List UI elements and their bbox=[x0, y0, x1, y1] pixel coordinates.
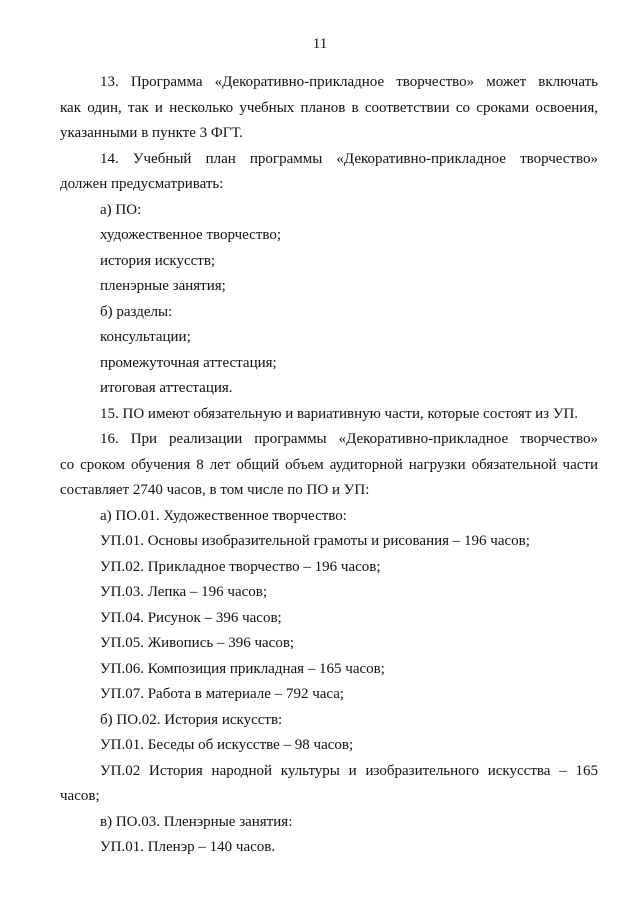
list-item-plein-air: пленэрные занятия; bbox=[100, 278, 226, 294]
document-body bbox=[60, 70, 598, 861]
list-item-art-history: история искусств; bbox=[100, 252, 216, 269]
list-item-up03: УП.03. Лепка – 196 часов; bbox=[100, 584, 268, 600]
paragraph-15: 15. ПО имеют обязательную и вариативную части, которые состоят из УП. bbox=[100, 405, 579, 422]
list-item-up01-talks: УП.01. Беседы об искусстве – 98 часов; bbox=[100, 737, 354, 753]
paragraph-16-line-3: составляет 2740 часов, в том числе по ПО и УП: bbox=[60, 482, 370, 498]
list-item-a-po: а) ПО: bbox=[100, 201, 142, 218]
list-item-up01: УП.01. Основы изобразительной грамоты и рисования – 196 часов; bbox=[100, 533, 530, 549]
list-item-b-po02: б) ПО.02. История искусств: bbox=[100, 711, 283, 728]
paragraph-14-line-1: 14. Учебный план программы «Декоративно-прикладное творчество» bbox=[100, 150, 598, 167]
paragraph-13-line-2: как один, так и несколько учебных планов в соответствии со сроками освоения, bbox=[60, 99, 598, 116]
paragraph-14-line-2: должен предусматривать: bbox=[60, 176, 224, 192]
paragraph-16-line-2: со сроком обучения 8 лет общий объем аудиторной нагрузки обязательной части bbox=[60, 456, 598, 473]
paragraph-16-line-1: 16. При реализации программы «Декоративно-прикладное творчество» bbox=[100, 431, 598, 447]
list-item-up06: УП.06. Композиция прикладная – 165 часов; bbox=[100, 660, 385, 677]
paragraph-13-line-1: 13. Программа «Декоративно-прикладное творчество» может включать bbox=[100, 74, 598, 90]
list-item-interim-attestation: промежуточная аттестация; bbox=[100, 354, 277, 371]
list-item-up04: УП.04. Рисунок – 396 часов; bbox=[100, 609, 282, 626]
list-item-b-sections: б) разделы: bbox=[100, 303, 173, 320]
list-item-consultations: консультации; bbox=[100, 329, 191, 345]
page-number: 11 bbox=[312, 36, 328, 52]
list-item-final-attestation: итоговая аттестация. bbox=[100, 380, 233, 396]
list-item-up02-history-line-2: часов; bbox=[60, 788, 100, 804]
list-item-up01-plein: УП.01. Пленэр – 140 часов. bbox=[100, 839, 276, 855]
list-item-up05: УП.05. Живопись – 396 часов; bbox=[100, 635, 295, 651]
list-item-v-po03: в) ПО.03. Пленэрные занятия: bbox=[100, 813, 293, 830]
list-item-art-creativity: художественное творчество; bbox=[100, 227, 282, 243]
list-item-up07: УП.07. Работа в материале – 792 часа; bbox=[100, 686, 345, 702]
list-item-up02-history-line-1: УП.02 История народной культуры и изобразительного искусства – 165 bbox=[100, 762, 598, 779]
list-item-up02: УП.02. Прикладное творчество – 196 часов; bbox=[100, 558, 381, 575]
paragraph-13-line-3: указанными в пункте 3 ФГТ. bbox=[60, 125, 243, 141]
list-item-a-po01: а) ПО.01. Художественное творчество: bbox=[100, 507, 347, 524]
